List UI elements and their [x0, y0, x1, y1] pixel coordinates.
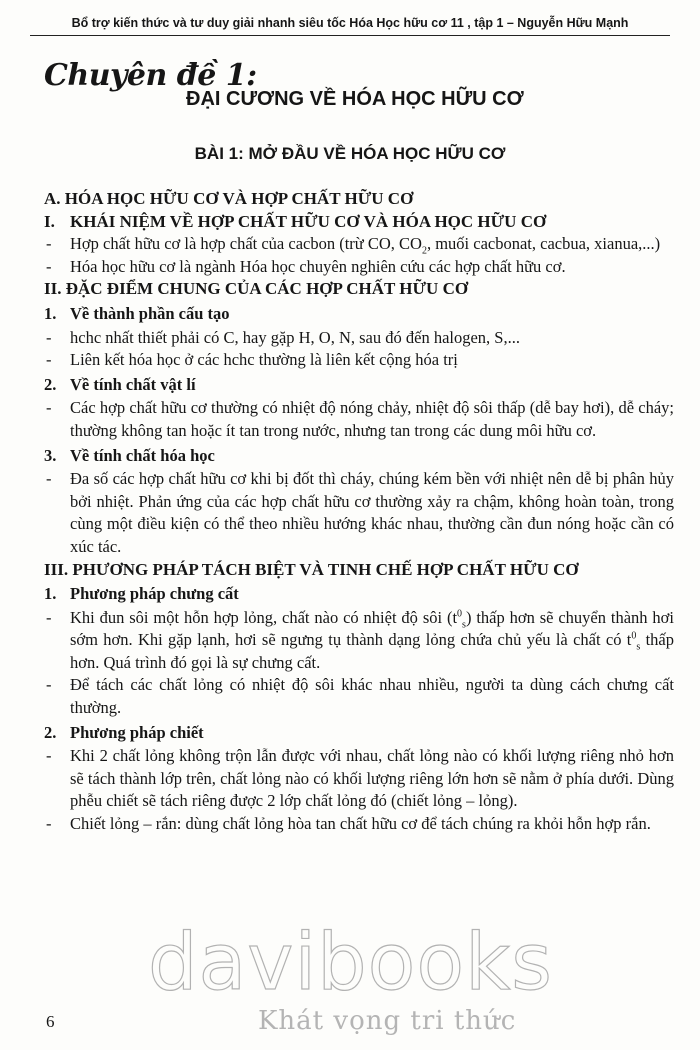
running-header: Bổ trợ kiến thức và tư duy giải nhanh siêu tốc Hóa Học hữu cơ 11 , tập 1 – Nguyễn Hữu Mạnh	[30, 16, 670, 36]
list-item: - Khi đun sôi một hỗn hợp lỏng, chất nào có nhiệt độ sôi $(t^0_s)$ thấp hơn sẽ chuyển thành hơi sớm hơn. Khi gặp lạnh, hơi sẽ ngưng tụ thành dạng lỏng chứa chủ yếu là chất có $t^0_s$ thấp hơn. Quá trình đó gọi là sự chưng cất.	[46, 607, 674, 672]
list-item: - Đa số các hợp chất hữu cơ khi bị đốt thì cháy, chúng kém bền với nhiệt nên dễ bị phân hủy bởi nhiệt. Phản ứng của các hợp chất hữu cơ thường xảy ra chậm, không hoàn toàn, trong cùng một điều kiện có thể theo nhiều hướng khác nhau, thường cần đun nóng hoặc cần có xúc tác.	[46, 469, 674, 556]
part-1-number: I.	[44, 211, 55, 231]
list-item: - Liên kết hóa học ở các hchc thường là liên kết cộng hóa trị	[46, 350, 458, 370]
watermark-slogan: Khát vọng tri thức	[258, 1006, 517, 1036]
part-3-heading: III. PHƯƠNG PHÁP TÁCH BIỆT VÀ TINH CHẾ HỢP CHẤT HỮU CƠ	[44, 559, 579, 579]
part-1-title: KHÁI NIỆM VỀ HỢP CHẤT HỮU CƠ VÀ HÓA HỌC HỮU CƠ	[70, 211, 547, 231]
list-item: - Các hợp chất hữu cơ thường có nhiệt độ nóng chảy, nhiệt độ sôi thấp (dễ bay hơi), dễ cháy; thường không tan hoặc ít tan trong nước, nhưng tan trong các dung môi hữu cơ.	[46, 398, 674, 440]
chapter-label: Chuyên đề 1:	[44, 58, 257, 93]
chapter-title: ĐẠI CƯƠNG VỀ HÓA HỌC HỮU CƠ	[186, 88, 524, 110]
subsection-heading: 1. Về thành phần cấu tạo	[44, 303, 230, 323]
page-content	[44, 188, 674, 836]
list-item: - hchc nhất thiết phải có C, hay gặp H, O, N, sau đó đến halogen, S,...	[46, 327, 520, 347]
subsection-heading: 1. Phương pháp chưng cất	[44, 584, 239, 604]
subsection-heading: 2. Về tính chất vật lí	[44, 374, 196, 394]
part-2-heading: II. ĐẶC ĐIỂM CHUNG CỦA CÁC HỢP CHẤT HỮU CƠ	[44, 279, 469, 299]
list-item: - Chiết lỏng – rắn: dùng chất lỏng hòa tan chất hữu cơ để tách chúng ra khỏi hỗn hợp rắn.	[46, 814, 651, 834]
part-1-heading	[44, 211, 674, 234]
section-a-heading: A. HÓA HỌC HỮU CƠ VÀ HỢP CHẤT HỮU CƠ	[44, 189, 414, 208]
watermark-logo: davibooks	[148, 918, 553, 1008]
lesson-title: BÀI 1: MỞ ĐẦU VỀ HÓA HỌC HỮU CƠ	[194, 144, 506, 163]
list-item: - Hợp chất hữu cơ là hợp chất của cacbon (trừ CO, $CO_2$, muối cacbonat, cacbua, xianua,...)	[46, 234, 661, 257]
subsection-heading: 3. Về tính chất hóa học	[44, 445, 215, 465]
list-item: - Khi 2 chất lỏng không trộn lẫn được với nhau, chất lỏng nào có khối lượng riêng nhỏ hơn sẽ tách thành lớp trên, chất lỏng nào có khối lượng riêng lớn hơn sẽ nằm ở phía dưới. Dùng phễu chiết sẽ tách riêng được 2 lớp chất lỏng đó (chiết lỏng – lỏng).	[46, 746, 674, 811]
subsection-heading: 2. Phương pháp chiết	[44, 722, 204, 742]
list-item: - Hóa học hữu cơ là ngành Hóa học chuyên nghiên cứu các hợp chất hữu cơ.	[46, 256, 566, 276]
page-number: 6	[46, 1012, 55, 1031]
list-item: - Để tách các chất lỏng có nhiệt độ sôi khác nhau nhiều, người ta dùng cách chưng cất thường.	[46, 675, 674, 718]
